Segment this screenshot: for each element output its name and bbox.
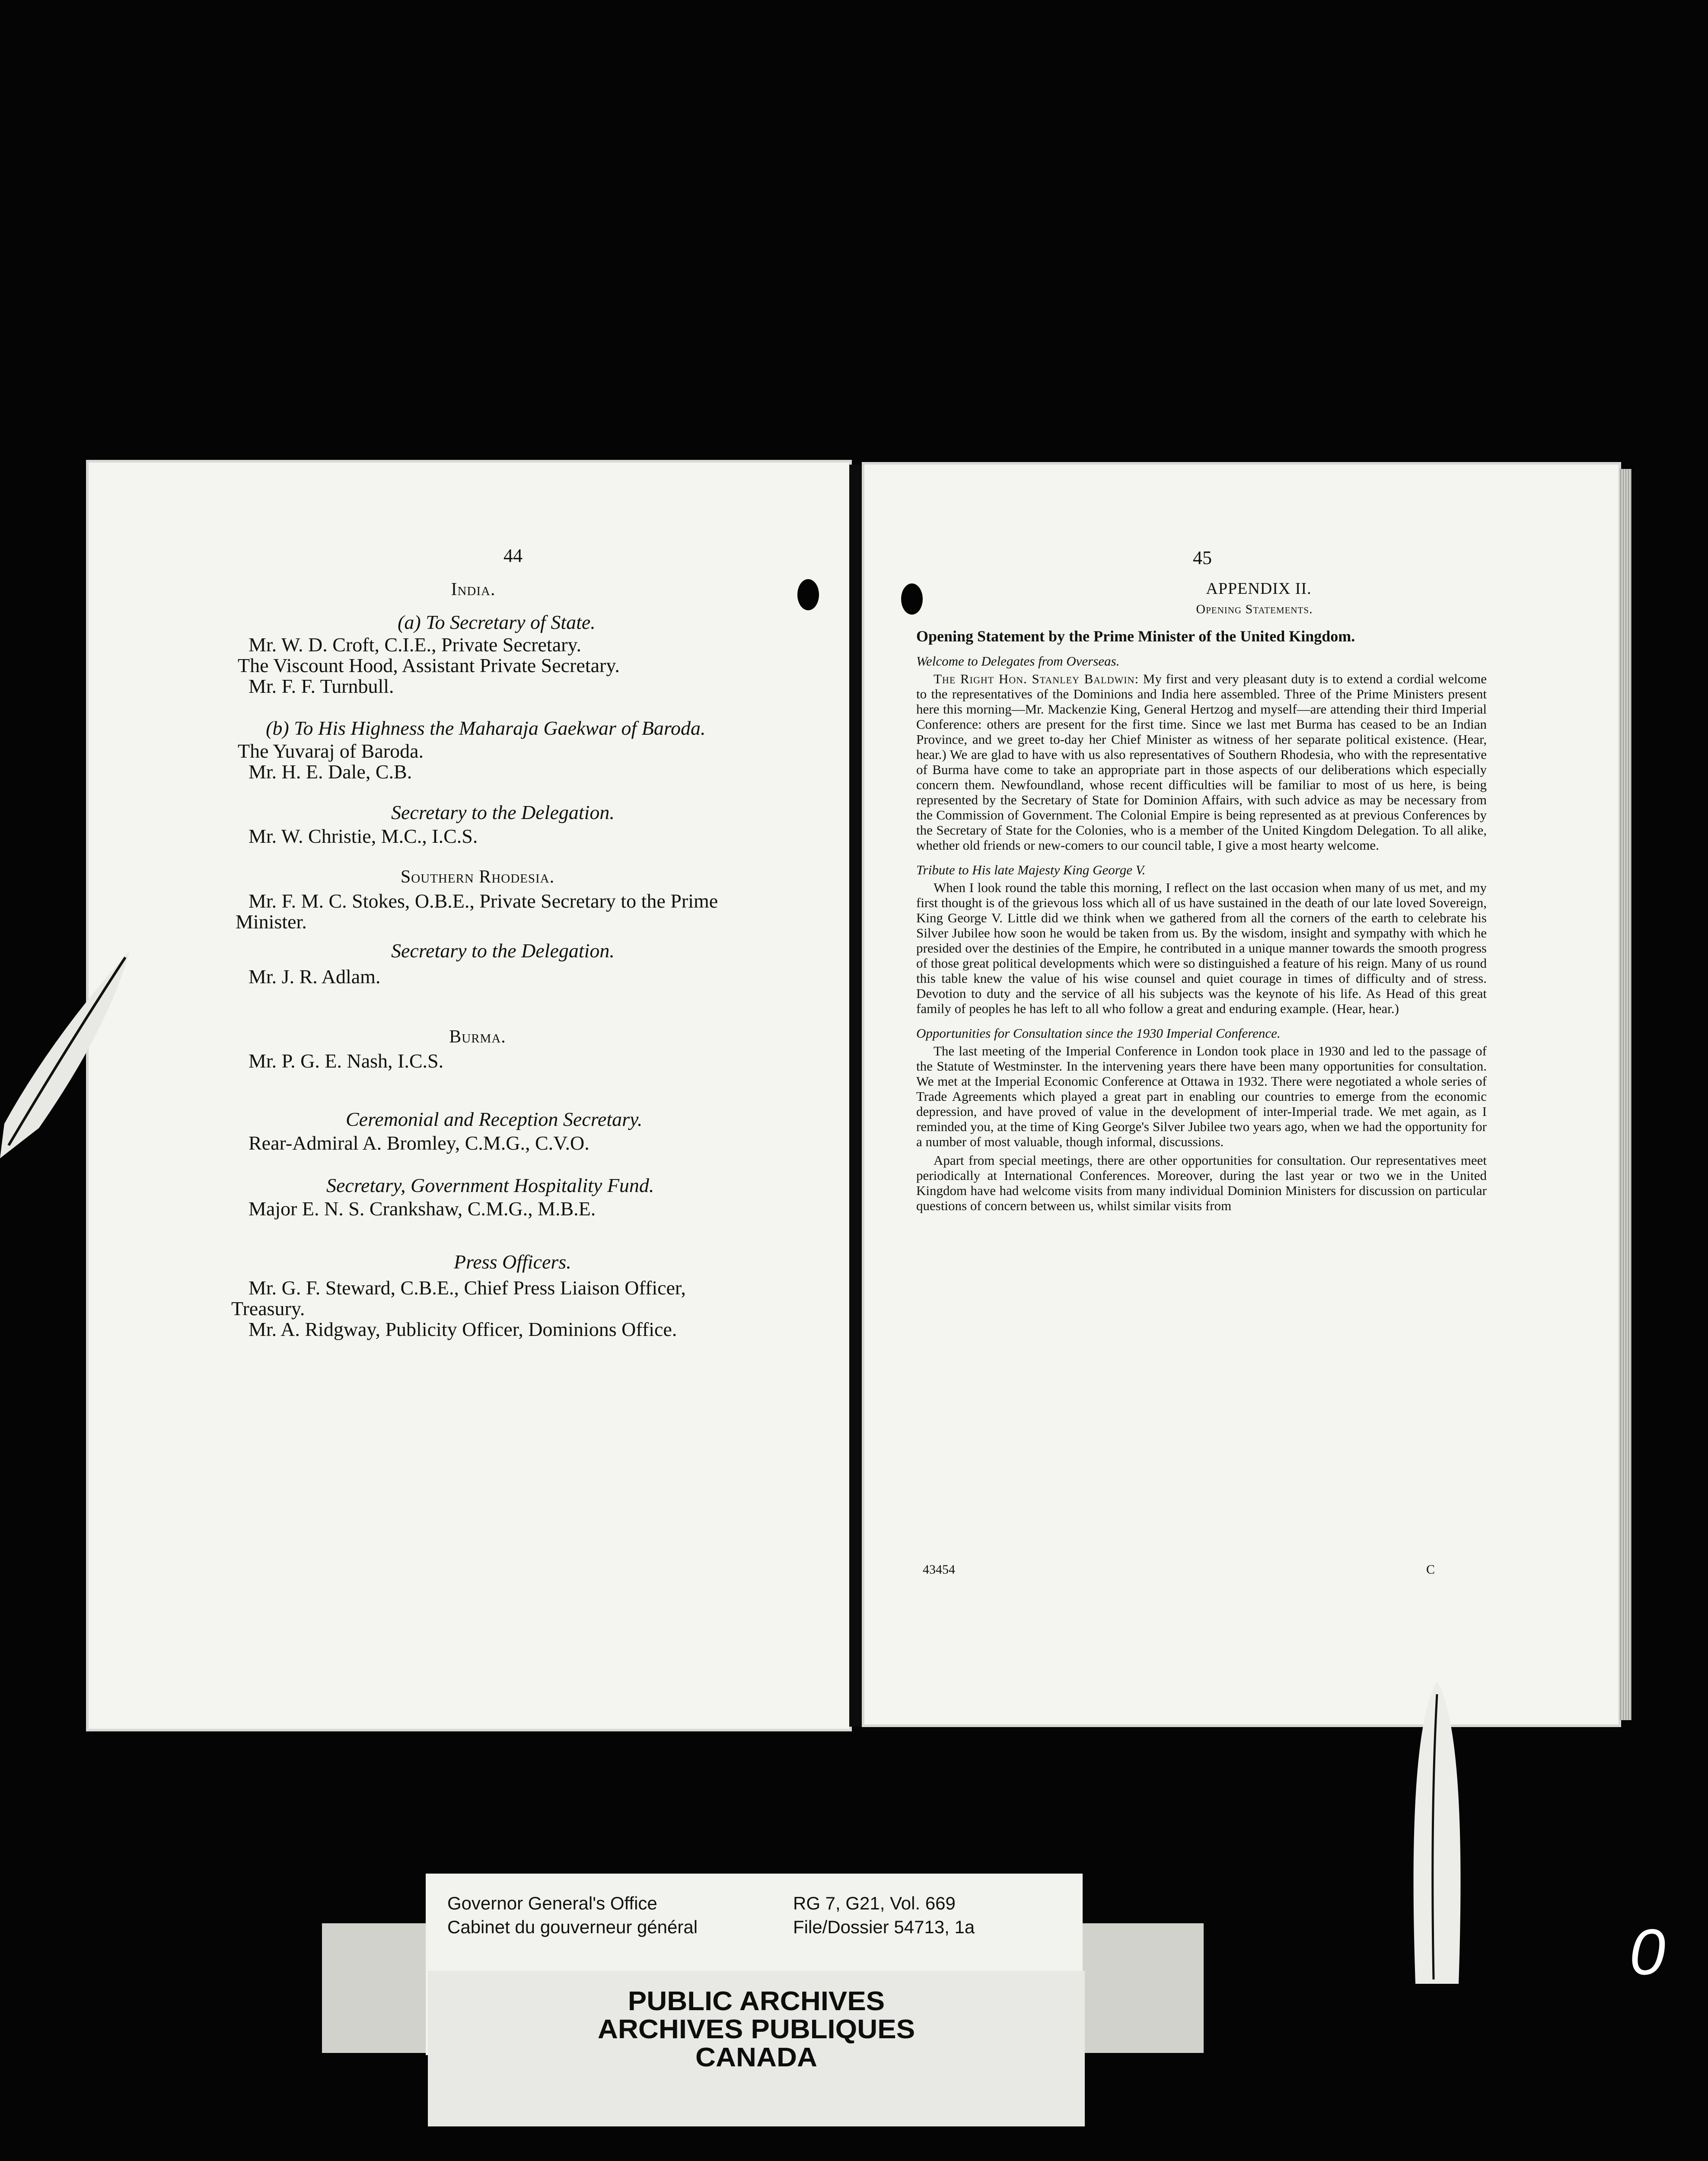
speaker-name: The Right Hon. Stanley Baldwin: — [934, 671, 1139, 686]
stamp-line: CANADA — [695, 2043, 818, 2072]
section-a-heading: (a) To Secretary of State. — [398, 611, 596, 633]
text-line: Mr. A. Ridgway, Publicity Officer, Dominions Office. — [249, 1318, 677, 1340]
subheading: Opportunities for Consultation since the 1930 Imperial Conference. — [916, 1026, 1281, 1041]
text-line: Mr. J. R. Adlam. — [249, 966, 381, 988]
opening-statements-heading: Opening Statements. — [1196, 602, 1313, 616]
page-holder-right — [1407, 1681, 1467, 1984]
heading-burma: Burma. — [449, 1027, 506, 1047]
text-line: Mr. H. E. Dale, C.B. — [249, 761, 412, 783]
delegation-heading: Secretary to the Delegation. — [391, 940, 615, 962]
appendix-heading: APPENDIX II. — [1206, 580, 1312, 598]
section-b-heading: (b) To His Highness the Maharaja Gaekwar of Baroda. — [266, 717, 706, 739]
footer-mark: C — [1426, 1562, 1435, 1577]
text-line: Mr. W. D. Croft, C.I.E., Private Secretary. — [249, 634, 581, 656]
text-line: Major E. N. S. Crankshaw, C.M.G., M.B.E. — [249, 1198, 596, 1220]
text-line: Mr. G. F. Steward, C.B.E., Chief Press Liaison Officer, — [249, 1277, 686, 1299]
right-page-body — [916, 629, 1487, 1213]
paragraph — [916, 671, 1487, 853]
stamp-block — [428, 1971, 1085, 2126]
label-office-fr: Cabinet du gouverneur général — [447, 1917, 698, 1937]
book-gutter — [849, 465, 864, 1727]
page-edges — [1619, 469, 1632, 1720]
right-page — [864, 465, 1619, 1724]
left-page — [89, 462, 849, 1729]
heading-southern-rhodesia: Southern Rhodesia. — [400, 867, 555, 887]
subheading: Welcome to Delegates from Overseas. — [916, 653, 1120, 669]
text-line: Minister. — [236, 911, 307, 933]
page-number: 45 — [1193, 547, 1212, 568]
paragraph: The last meeting of the Imperial Conference in London took place in 1930 and led to the passage of the Statute of Westminster. In the intervening years there have been many opportunities for consultation. We met at the Imperial Economic Conference at Ottawa in 1932. There were negotiated a whole series of Trade Agreements which played a great part in enabling our countries to emerge from the economic depression, and have proved of value in the development of inter-Imperial trade. We met again, as I reminded you, at the time of King George's Silver Jubilee two years ago, when we had the opportunity for a number of most valuable, though informal, discussions. — [916, 1043, 1487, 1149]
paragraph: Apart from special meetings, there are other opportunities for consultation. Our representatives meet periodically at International Conferences. Moreover, during the last year or two we in the United Kingdom have had welcome visits from many individual Dominion Ministers for discussion on particular questions of concern between us, whilst similar visits from — [916, 1153, 1487, 1213]
label-reference: RG 7, G21, Vol. 669 — [793, 1893, 956, 1913]
text-line: Mr. F. F. Turnbull. — [249, 675, 394, 697]
page-number: 44 — [503, 545, 523, 566]
punch-hole — [797, 579, 819, 610]
footer-signature: 43454 — [923, 1562, 955, 1577]
stamp-line: ARCHIVES PUBLIQUES — [597, 2014, 915, 2044]
frame-marker: 0 — [1629, 1916, 1666, 1988]
text-line: The Viscount Hood, Assistant Private Secretary. — [238, 654, 620, 676]
text-line: Mr. F. M. C. Stokes, O.B.E., Private Secretary to the Prime — [249, 890, 718, 912]
text-line: Mr. W. Christie, M.C., I.C.S. — [249, 825, 478, 847]
text-line: Rear-Admiral A. Bromley, C.M.G., C.V.O. — [249, 1132, 590, 1154]
ceremonial-heading: Ceremonial and Reception Secretary. — [346, 1108, 643, 1130]
statement-title: Opening Statement by the Prime Minister of the United Kingdom. — [916, 628, 1355, 645]
label-office-en: Governor General's Office — [447, 1893, 657, 1913]
delegation-heading: Secretary to the Delegation. — [391, 801, 615, 823]
paragraph: When I look round the table this morning, I reflect on the last occasion when many of us met, and my first thought is of the grievous loss which all of us have sustained in the death of our late loved Sovereign, King George V. Little did we think when we gathered from all the corners of the earth to celebrate his Silver Jubilee how soon he would be taken from us. By the wisdom, insight and sympathy with which he presided over the destinies of the Empire, he contributed in a unique manner towards the smooth progress of those great political developments which were so distinguished a feature of his reign. Many of us round this table knew the value of his wise counsel and quiet courage in times of difficulty and of stress. Devotion to duty and the service of all his subjects was the keynote of his life. As Head of this great family of peoples he has left to all who follow a great and enduring example. (Hear, hear.) — [916, 880, 1487, 1016]
stamp-line: PUBLIC ARCHIVES — [628, 1986, 885, 2016]
text-line: Treasury. — [231, 1297, 305, 1320]
subheading: Tribute to His late Majesty King George V. — [916, 862, 1146, 877]
press-heading: Press Officers. — [454, 1251, 571, 1273]
text-line: Mr. P. G. E. Nash, I.C.S. — [249, 1050, 444, 1072]
text-line: The Yuvaraj of Baroda. — [238, 740, 424, 762]
hospitality-heading: Secretary, Government Hospitality Fund. — [326, 1174, 654, 1196]
page-holder-left — [0, 942, 138, 1167]
label-file: File/Dossier 54713, 1a — [793, 1917, 975, 1937]
heading-india: India. — [451, 580, 496, 599]
paragraph-text: My first and very pleasant duty is to extend a cordial welcome to the representatives of the Dominions and India here assembled. Three of the Prime Ministers present here this morning—Mr. Mackenzie King, General Hertzog and myself—are attending their third Imperial Conference: others are present for the first time. Since we last met Burma has ceased to be an Indian Province, and we greet to-day her Chief Minister as witness of her separate political existence. (Hear, hear.) We are glad to have with us also representatives of Southern Rhodesia, who with the representative of Burma have come to take an appropriate part in those aspects of our deliberations which especially concern them. Newfoundland, whose recent difficulties will be familiar to most of us here, is being represented by the Secretary of State for Dominion Affairs, with such advice as may be necessary from the Commission of Government. The Colonial Empire is being represented as at previous Conferences by the Secretary of State for the Colonies, who is a member of the United Kingdom Delegation. To all alike, whether old friends or new-comers to our council table, I give a most hearty welcome. — [916, 671, 1487, 853]
